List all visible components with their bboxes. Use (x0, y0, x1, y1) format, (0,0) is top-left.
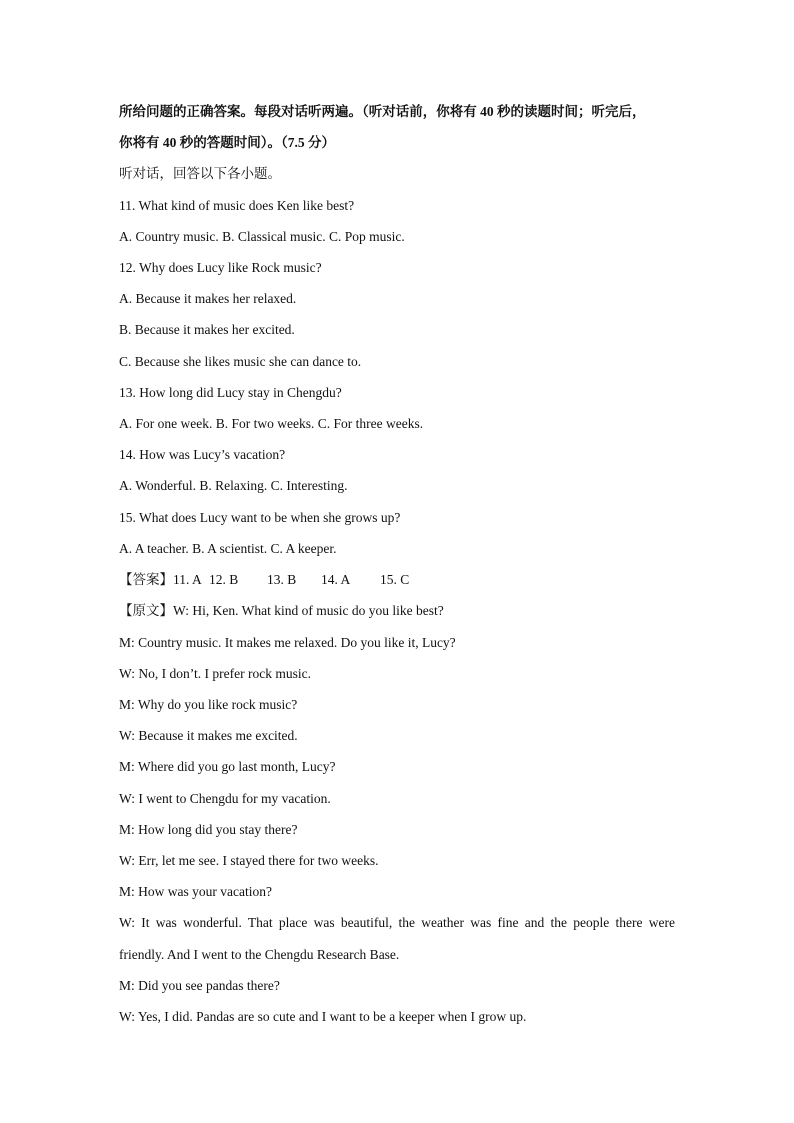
question-12-option-b: B. Because it makes her excited. (119, 322, 295, 337)
transcript-line-10: M: How was your vacation? (119, 884, 272, 899)
answer-key (119, 571, 440, 589)
transcript-line-4: M: Why do you like rock music? (119, 697, 298, 712)
instruction: 听对话，回答以下各小题。 (119, 166, 281, 181)
transcript-text: W: Hi, Ken. What kind of music do you like best? (173, 603, 444, 618)
transcript-line-2: M: Country music. It makes me relaxed. Do you like it, Lucy? (119, 635, 456, 650)
question-13: 13. How long did Lucy stay in Chengdu? (119, 385, 342, 400)
transcript-line-6: M: Where did you go last month, Lucy? (119, 759, 336, 774)
transcript-line-3: W: No, I don’t. I prefer rock music. (119, 666, 311, 681)
transcript-line-1 (119, 602, 444, 620)
transcript-label: 【原文】 (119, 603, 173, 618)
transcript-line-9: W: Err, let me see. I stayed there for two weeks. (119, 853, 379, 868)
transcript-line-12: friendly. And I went to the Chengdu Research Base. (119, 947, 400, 962)
transcript-line-11: W: It was wonderful. That place was beautiful, the weather was fine and the people there were (119, 915, 675, 930)
transcript-line-13: M: Did you see pandas there? (119, 978, 280, 993)
question-15: 15. What does Lucy want to be when she grows up? (119, 510, 401, 525)
question-11-options: A. Country music. B. Classical music. C. Pop music. (119, 229, 405, 244)
intro-line-2: 你将有 40 秒的答题时间）。（7.5 分） (119, 135, 335, 150)
question-13-options: A. For one week. B. For two weeks. C. For three weeks. (119, 416, 424, 431)
transcript-line-14: W: Yes, I did. Pandas are so cute and I want to be a keeper when I grow up. (119, 1009, 527, 1024)
question-12-option-c: C. Because she likes music she can dance to. (119, 354, 362, 369)
transcript-line-8: M: How long did you stay there? (119, 822, 298, 837)
question-14: 14. How was Lucy’s vacation? (119, 447, 286, 462)
question-14-options: A. Wonderful. B. Relaxing. C. Interesting. (119, 478, 348, 493)
answer-13: 13. B (267, 572, 297, 587)
question-11: 11. What kind of music does Ken like best? (119, 198, 355, 213)
answer-14: 14. A (321, 572, 351, 587)
question-12-option-a: A. Because it makes her relaxed. (119, 291, 297, 306)
question-15-options: A. A teacher. B. A scientist. C. A keeper. (119, 541, 337, 556)
question-12: 12. Why does Lucy like Rock music? (119, 260, 322, 275)
answer-11: 11. A (173, 572, 202, 587)
intro-line-1: 所给问题的正确答案。每段对话听两遍。（听对话前，你将有 40 秒的读题时间；听完后， (119, 104, 646, 119)
transcript-line-5: W: Because it makes me excited. (119, 728, 298, 743)
answer-15: 15. C (380, 572, 410, 587)
answer-label: 【答案】 (119, 572, 173, 587)
answer-12: 12. B (209, 572, 239, 587)
transcript-line-7: W: I went to Chengdu for my vacation. (119, 791, 331, 806)
